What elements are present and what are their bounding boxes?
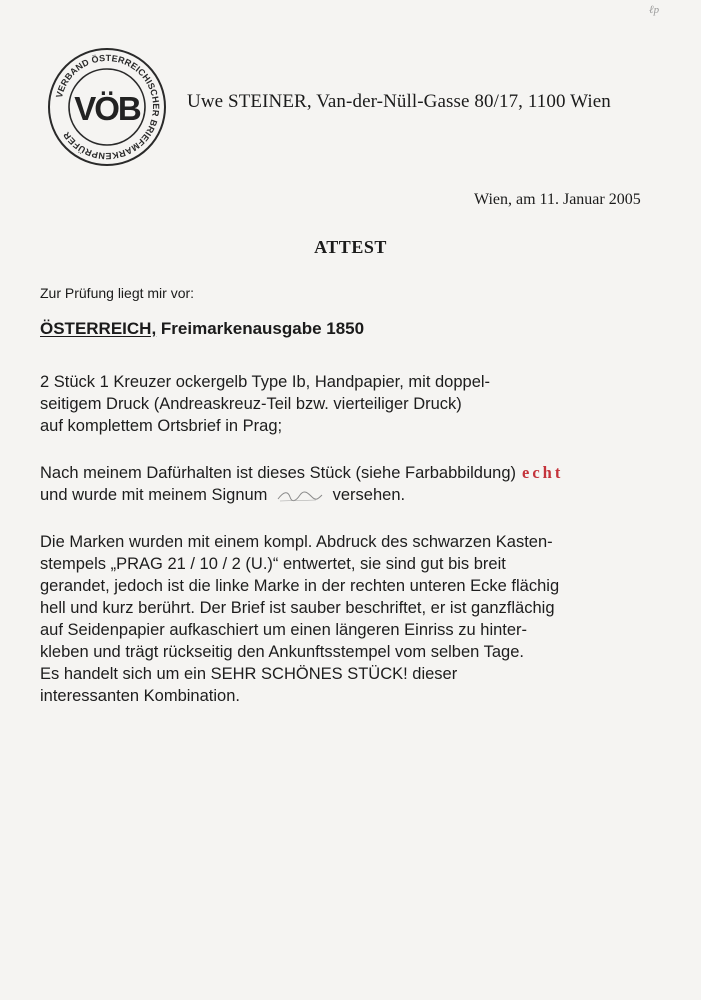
pencil-mark: ℓp bbox=[649, 4, 660, 16]
svg-text:VÖB: VÖB bbox=[74, 90, 140, 127]
text-line: auf komplettem Ortsbrief in Prag; bbox=[40, 417, 283, 435]
subject-issue: Freimarkenausgabe 1850 bbox=[160, 319, 365, 338]
subject-country: ÖSTERREICH, bbox=[40, 319, 157, 338]
text-line: 2 Stück 1 Kreuzer ockergelb Type Ib, Handpapier, mit doppel- bbox=[40, 373, 491, 391]
text-line bbox=[40, 484, 563, 506]
description-paragraph bbox=[40, 371, 490, 437]
intro-line: Zur Prüfung liegt mir vor: bbox=[40, 285, 195, 301]
signum-text-before: und wurde mit meinem Signum bbox=[40, 486, 268, 504]
voeb-seal bbox=[46, 46, 168, 168]
signum-text-after: versehen. bbox=[332, 486, 406, 504]
text-line: Die Marken wurden mit einem kompl. Abdruck des schwarzen Kasten- bbox=[40, 533, 553, 551]
text-line: seitigem Druck (Andreaskreuz-Teil bzw. vierteiliger Druck) bbox=[40, 395, 462, 413]
echt-verdict: echt bbox=[522, 463, 564, 482]
svg-text:VERBAND ÖSTERREICHISCHER BRIEF: VERBAND ÖSTERREICHISCHER BRIEFMARKENPRÜFER bbox=[53, 52, 162, 162]
verdict-paragraph bbox=[40, 462, 563, 506]
verdict-text: Nach meinem Dafürhalten ist dieses Stück (siehe Farbabbildung) bbox=[40, 464, 516, 482]
text-line: interessanten Kombination. bbox=[40, 687, 240, 705]
text-line: stempels „PRAG 21 / 10 / 2 (U.)“ entwertet, sie sind gut bis breit bbox=[40, 555, 506, 573]
text-line: kleben und trägt rückseitig den Ankunftsstempel vom selben Tage. bbox=[40, 643, 524, 661]
text-line bbox=[40, 462, 563, 484]
text-line: hell und kurz berührt. Der Brief ist sauber beschriftet, er ist ganzflächig bbox=[40, 599, 555, 617]
letterhead-address: Uwe STEINER, Van-der-Nüll-Gasse 80/17, 1100 Wien bbox=[187, 91, 611, 112]
signum-mark bbox=[276, 489, 324, 503]
subject-heading bbox=[40, 319, 364, 339]
document-title: ATTEST bbox=[314, 237, 387, 257]
text-line: auf Seidenpapier aufkaschiert um einen längeren Einriss zu hinter- bbox=[40, 621, 528, 639]
dateline: Wien, am 11. Januar 2005 bbox=[474, 191, 641, 208]
text-line: Es handelt sich um ein SEHR SCHÖNES STÜCK! dieser bbox=[40, 665, 458, 683]
condition-paragraph bbox=[40, 531, 559, 707]
text-line: gerandet, jedoch ist die linke Marke in der rechten unteren Ecke flächig bbox=[40, 577, 560, 595]
